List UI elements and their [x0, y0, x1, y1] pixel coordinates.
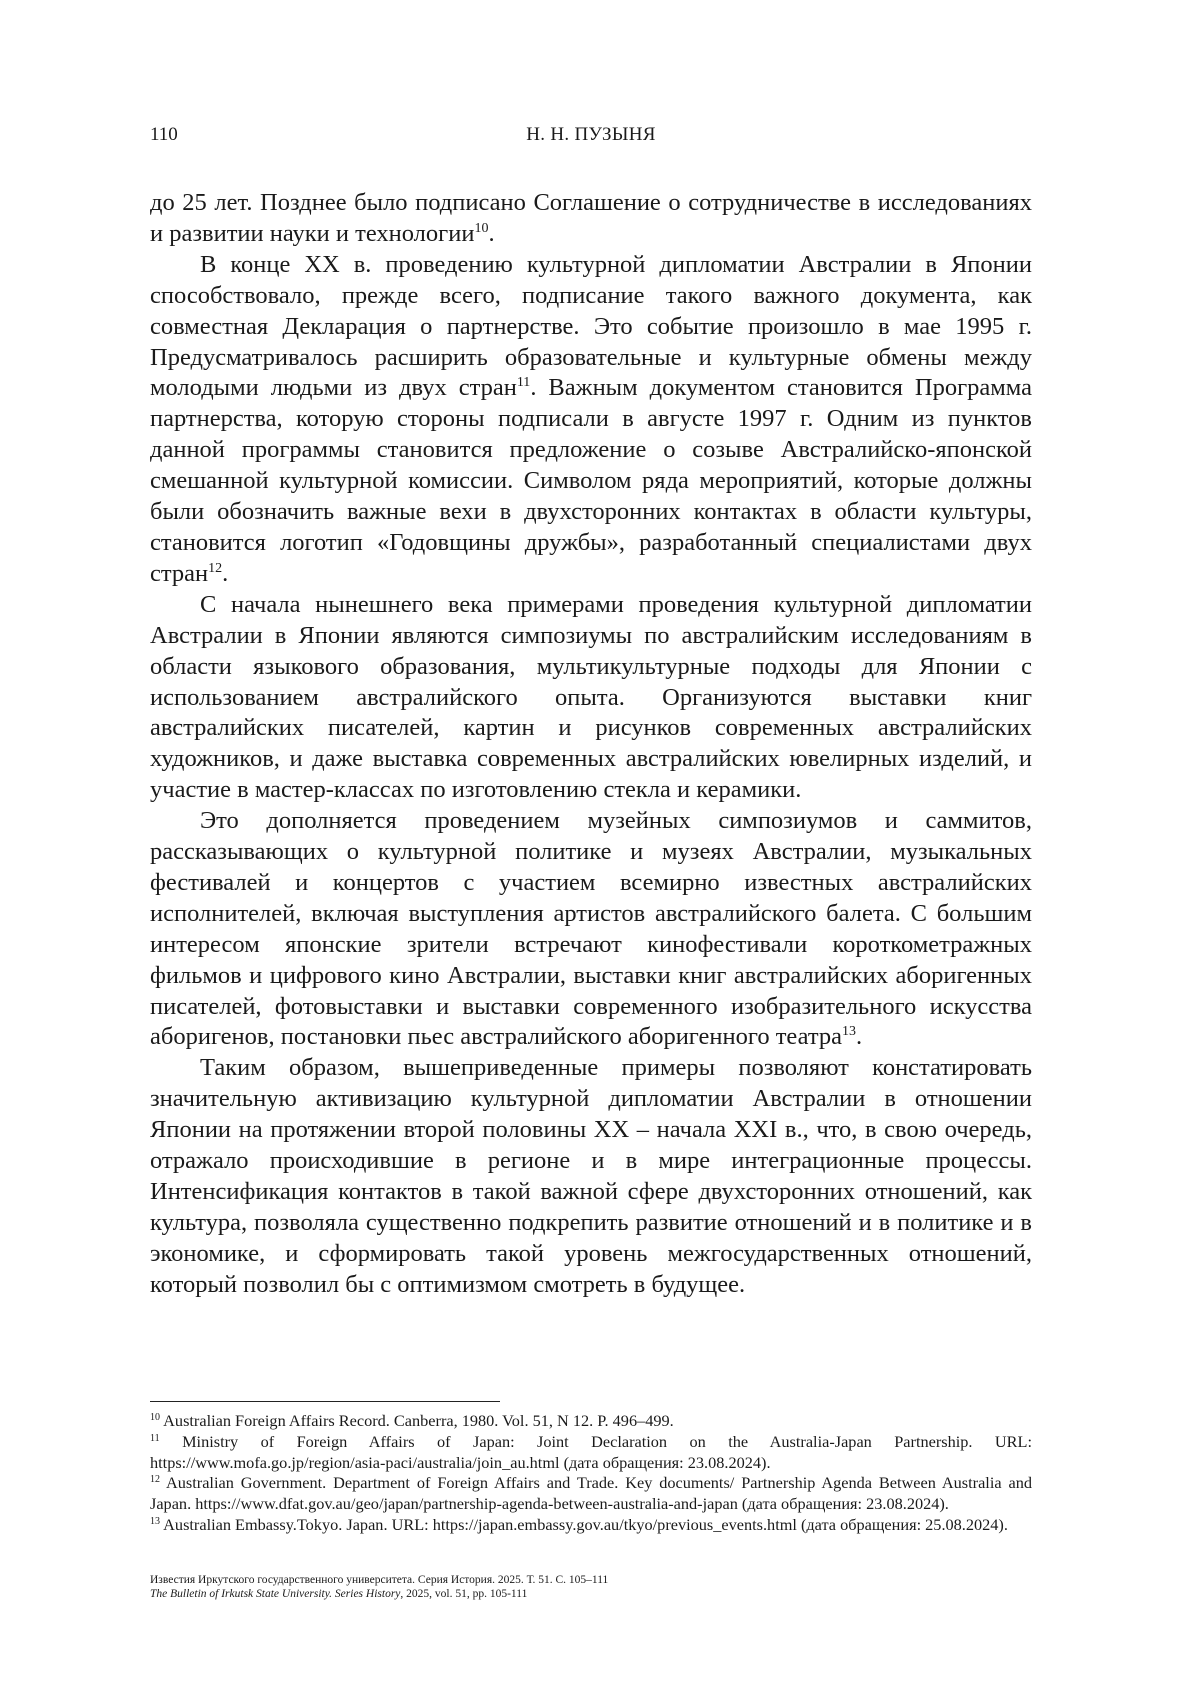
- footnote-ref[interactable]: 13: [841, 1024, 856, 1040]
- footnote-ref[interactable]: 12: [208, 560, 223, 576]
- footnote: $^{13}$ Australian Embassy.Tokyo. Japan. URL: https://japan.embassy.gov.au/tkyo/previous_events.html (дата обращения: 25.08.2024).: [150, 1514, 1008, 1534]
- article-body: [150, 188, 1032, 1301]
- paragraph: Это дополняется проведением музейных симпозиумов и саммитов, рассказывающих о культурной политике и музеях Австралии, музыкальных фестивалей и концертов с участием всемирно известных австралийских исполнителей, включая выступления артистов австралийского балета. С большим интересом японские зрители встречают кинофестивали короткометражных фильмов и цифрового кино Австралии, выставки книг австралийских аборигенных писателей, фотовыставки и выставки современного изобразительного искусства аборигенов, постановки пьес австралийского аборигенного театра$^{13}$.: [150, 807, 1032, 1051]
- footnote-ref[interactable]: 11: [516, 375, 531, 391]
- paragraph: В конце XX в. проведению культурной дипломатии Австралии в Японии способствовало, прежде всего, подписание такого важного документа, как совместная Декларация о партнерстве. Это событие произошло в мае 1995 г. Предусматривалось расширить образовательные и культурные обмены между молодыми людьми из двух стран$^{11}$. Важным документом становится Программа партнерства, которую стороны подписали в августе 1997 г. Одним из пунктов данной программы становится предложение о созыве Австралийско-японской смешанной культурной комиссии. Символом ряда мероприятий, которые должны были обозначить важные вехи в двухсторонних контактах в области культуры, становится логотип «Годовщины дружбы», разработанный специалистами двух стран$^{12}$.: [150, 250, 1032, 587]
- footnote-number: 12: [150, 1474, 160, 1486]
- footnote: $^{10}$ Australian Foreign Affairs Record. Canberra, 1980. Vol. 51, N 12. P. 496–499.: [150, 1411, 674, 1430]
- footnote-number: 10: [150, 1412, 160, 1423]
- footnote-number: 13: [150, 1515, 160, 1527]
- footnote-ref[interactable]: 10: [474, 220, 489, 236]
- footnote-number: 11: [150, 1432, 160, 1444]
- running-header: [150, 124, 1032, 154]
- footnote: $^{12}$ Australian Government. Department of Foreign Affairs and Trade. Key documents/ Partnership Agenda Between Australia and Japan. https://www.dfat.gov.au/geo/japan/partnership-agenda-between-australia-and-japan (дата обращения: 23.08.2024).: [150, 1473, 1033, 1514]
- footnote-divider: [150, 1401, 500, 1402]
- journal-citation-ru: Известия Иркутского государственного университета. Серия История. 2025. Т. 51. С. 105–111: [150, 1574, 609, 1586]
- paragraph: до 25 лет. Позднее было подписано Соглашение о сотрудничестве в исследованиях и развитии науки и технологии$^{10}$.: [150, 189, 1032, 247]
- footnotes: [150, 1411, 1032, 1536]
- journal-footer: [150, 1573, 1032, 1601]
- paragraph: Таким образом, вышеприведенные примеры позволяют констатировать значительную активизацию культурной дипломатии Австралии в отношении Японии на протяжении второй половины XX – начала XXI в., что, в свою очередь, отражало происходившие в регионе и в мире интеграционные процессы. Интенсификация контактов в такой важной сфере двухсторонних отношений, как культура, позволяла существенно подкрепить развитие отношений и в политике и в экономике, и сформировать такой уровень межгосударственных отношений, который позволил бы с оптимизмом смотреть в будущее.: [150, 1054, 1032, 1298]
- page-number: 110: [150, 124, 178, 145]
- paragraph: С начала нынешнего века примерами проведения культурной дипломатии Австралии в Японии являются симпозиумы по австралийским исследованиям в области языкового образования, мультикультурные подходы для Японии с использованием австралийского опыта. Организуются выставки книг австралийских писателей, картин и рисунков современных австралийских художников, и даже выставка современных австралийских ювелирных изделий, и участие в мастер-классах по изготовлению стекла и керамики.: [150, 590, 1032, 804]
- footnote: $^{11}$ Ministry of Foreign Affairs of Japan: Joint Declaration on the Australia-Japan Partnership. URL: https://www.mofa.go.jp/region/asia-paci/australia/join_au.html (дата обращения: 23.08.2024).: [150, 1431, 1032, 1472]
- journal-citation-en: The Bulletin of Irkutsk State University. Series History, 2025, vol. 51, pp. 105-111: [150, 1588, 528, 1600]
- running-head-author: Н. Н. ПУЗЫНЯ: [526, 124, 656, 145]
